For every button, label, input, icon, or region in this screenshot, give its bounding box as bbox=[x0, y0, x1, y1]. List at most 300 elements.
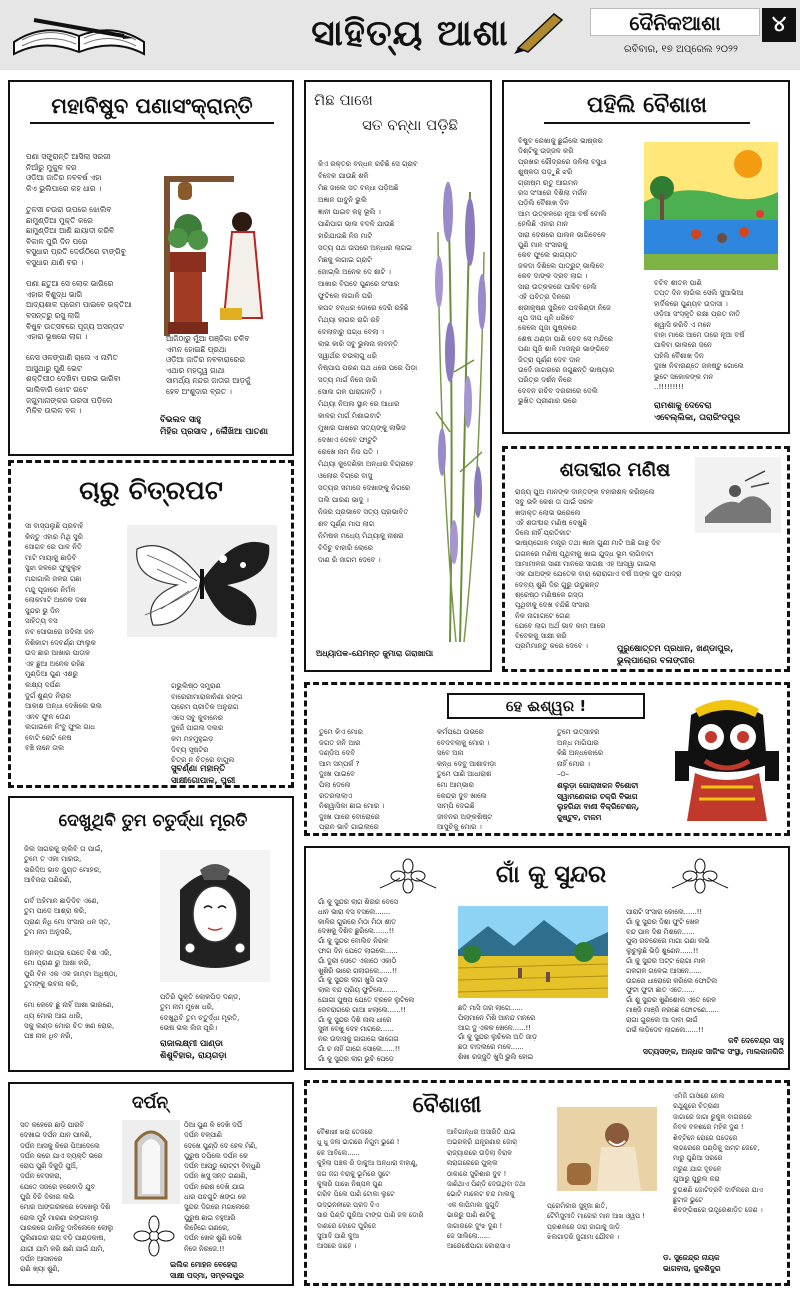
poem-text bbox=[20, 1120, 130, 1274]
newspaper-brand: ଦୈନିକଆଶା bbox=[590, 8, 760, 36]
article-title: ଦେଖୁଥିବି ତୁମ ଚତୁର୍ଦ୍ଧା ମୂରତି bbox=[58, 811, 248, 831]
text-line: ମୋର ଆଙ୍ଗରକରେ ଦେଖେଲୁ ଦିଶି bbox=[20, 1203, 111, 1212]
text-line: ତୁମ ପାଦେ ଆଶ୍ରା କରି, bbox=[24, 907, 87, 916]
byline bbox=[654, 400, 782, 424]
text-line: ବନ୍ଦ ପାଳ ଦିଶ ମିଶନେ...... bbox=[626, 927, 695, 936]
author-name: ରାମଶାକୁ ଦେବେରା bbox=[654, 401, 712, 411]
text-line: ପଣା ଛତୁଆ ସେ ଲୋକ ଭାଗିରେ bbox=[26, 279, 114, 289]
author-name: ପୁରୁଷୋତ୍ତମ ପ୍ରଧାନ, ଖଣ୍ଡାପୁର, bbox=[617, 644, 734, 654]
text-line: ବସନ୍ତରୁ ରସୁ ଲାଗି bbox=[26, 310, 80, 320]
sketch-illustration bbox=[695, 457, 781, 533]
text-line: ପୁରୁଷ ତପିଲେ ଦର୍ପନ କେ bbox=[184, 1151, 248, 1160]
text-line: ଜୁଷ୍ଟୁବ, ଟାଳମ bbox=[557, 812, 602, 822]
poem-col3 bbox=[626, 908, 782, 1035]
text-line: ପୃଥିବୀକୁ ଦେଖ ବନ୍ଦିଛି ସଂସାର bbox=[515, 601, 590, 610]
text-line: ନିକ ନାଗାଗଟେ ଗେଣ bbox=[515, 611, 570, 620]
text-line: ପ୍ରେମ ପ୍ରୀତିକ ଅନୁରାଗ bbox=[171, 703, 239, 712]
text-line: ରୋଲ ମୁହଁ ମାରଣା ରଙ୍ଗାବାଲୁ bbox=[20, 1213, 99, 1222]
text-line: ମିଛକୁ ଲଗାଇ ଗ୍ରାଟି bbox=[318, 256, 372, 264]
text-line: ମାଟି ମାୟାକୁ ଛାଡ଼ିବି bbox=[25, 553, 77, 562]
flower-ornament-left bbox=[378, 858, 438, 894]
author-place: ଶିଶୁବିହାର, ରାୟଗଡ଼ା bbox=[160, 1051, 227, 1061]
text-line: ଠାକାରେ ସୁରିଶାର ଦୁବ ! bbox=[447, 1169, 507, 1178]
text-line: ଯାଗୀ ଯାମି କରି କ୍ଷଣି ଯାଇଁ ଯାମି, bbox=[20, 1244, 105, 1253]
text-line: ଶୁଷ୍କତା ପଡ଼ୁଛି ଝରି bbox=[518, 168, 573, 177]
text-line: ନିଜର ପ୍ରଭାବେ ସତ୍ୟ ପ୍ରଭାବିତ bbox=[318, 508, 409, 516]
text-line: ପଡ଼ିଲି ବୈଶାଖ ଦିନ bbox=[518, 199, 569, 208]
text-line: ଜେବରାଗରେ ଗାଆ ଝଲାଲେ......!! bbox=[318, 1005, 406, 1014]
text-line: ପାଳିବା ଭାଲରେ ଜନେ bbox=[654, 341, 712, 350]
text-line: ମାଞ୍ଜି ମାଞ୍ଜି ନରଛେ ଫୋଟଣେ...... bbox=[626, 1005, 719, 1014]
text-line: ସତ୍ୟ ପଥ ଉପରେ ଅନ୍ଧାର ଲାଗଇ bbox=[318, 244, 412, 252]
page-number: ୪ bbox=[762, 8, 796, 42]
text-line: ଦର୍ପନ ଆସାନରେ bbox=[20, 1254, 63, 1263]
text-line: ଆଦ୍ୟଶାଳ ପ୍ରେମ ପାଇବେ ଭକ୍ତିଆ bbox=[26, 300, 132, 310]
text-line: କୁଳାରି ପାଖେ ନିଷ୍ପଳ ପୁଣ bbox=[317, 1180, 383, 1189]
text-line: ପ୍ରଶନରେ ତାରା ଜାଗାକୁ ଜାଡ଼ି bbox=[547, 1222, 620, 1231]
text-line: ମୋ ପ୍ରାଣ ରୁ ଆଶା କରି, bbox=[24, 959, 91, 968]
article-dekhuthibi bbox=[8, 796, 294, 1072]
poem-text-col2 bbox=[160, 992, 288, 1034]
poem-text bbox=[518, 136, 644, 407]
text-line: ସାମର୍ଥ୍ୟ ନନ୍ଦର ଜାତାର ଆଡ଼କୁଁ bbox=[166, 376, 251, 386]
village-landscape-painting bbox=[458, 906, 608, 998]
text-line: ଏମିଜି ଗାଓଁରେ ନେଲ bbox=[673, 1092, 725, 1100]
text-line: ଛାମୁଣ୍ଡିଆ ମୁକ୍ତି କରେ bbox=[26, 215, 93, 225]
text-line: ମିଳିବ ଉଲଳ ବଳ । bbox=[26, 406, 82, 416]
text-line: ଶଲୁଡ଼ା ଗୋରାଖକନ ବିଶୋଚୀ bbox=[557, 781, 639, 790]
text-line: ଗାଁ କୁ ସୁନ୍ଦର ଦିଶି ନାଲ ଧାରେ bbox=[318, 1015, 392, 1024]
section-title: ସାହିତ୍ୟ ଆଶା bbox=[311, 13, 509, 54]
text-line: ବାରେରୀମାରାକାନିଣା ରଙ୍ଗ bbox=[171, 692, 243, 701]
text-line: ଦେବନ ରଚିବ ଦରରୀରେ ଦେଲି bbox=[518, 386, 598, 395]
text-line: ବଟିବ ଶୀତଳ ପାଣି bbox=[654, 279, 702, 287]
poem-col1 bbox=[319, 727, 429, 833]
article-title-line1: ମିଛ ପାଖେ bbox=[314, 91, 373, 109]
text-line: ହାର୍ଦିକରେ ପୁଣ୍ୟବ ଉଦାସୀ । bbox=[654, 299, 728, 308]
text-line: ମାରୁ ପୁଣିଆ ସରରେ bbox=[673, 1154, 723, 1163]
text-line: ଉଗରେ ଧାରୋରେ କରିଲେ ଫୋଟିଲ bbox=[626, 976, 718, 985]
text-line: ଲାଲ ବନ୍ଦ ପ୍ରିୟ ଫୁଟିଲେ....... bbox=[318, 986, 398, 995]
text-line: ସତ କହେରେ ଛାଡ଼ି ପାରବି bbox=[20, 1121, 85, 1129]
text-line: ମନ୍ଦୁ ପୂଜାରେ ନିର୍ମଳ bbox=[25, 585, 76, 594]
text-line: ଶ୍ରୀକୃଷ୍ଣ ସୁରିବେ ପଦକିଣ୍ଡୀ ନିଜେ bbox=[518, 303, 611, 312]
text-line: ଗାଁ କୁ ସୁନ୍ଦର ଲୁଚିଲେ ଅତି ଜାଡ଼ bbox=[458, 1033, 537, 1042]
text-line: ଦର୍ପନ ବେସକରା, bbox=[20, 1172, 62, 1181]
article-title: ବୈଶାଖୀ bbox=[412, 1093, 482, 1118]
text-line: ପ୍ରାଣ ନିଧି ମୋ ସଂସାର ଧନ ସ୍ତ, bbox=[24, 917, 111, 926]
poem-text-col2 bbox=[171, 681, 285, 766]
text-line: ଜାଗାରେ ଜାଗା ରୁକୁଳ ବାଗରରେ bbox=[673, 1112, 752, 1121]
mirror-illustration bbox=[122, 1120, 180, 1204]
text-line: ଚିତ୍ର ନ ଚିତ୍ରେ ବାଗୁଲ bbox=[171, 756, 235, 765]
text-line: ବସୁଧାର ପ୍ରତି ଦେଉଁଠିରେ ଟାଙ୍ଗିବୁ bbox=[26, 247, 126, 257]
text-line: ଓଡ଼ିଆ ସଂସ୍କୃତି ରକ୍ଷା ପ୍ରତ ନୀତି bbox=[654, 310, 741, 319]
text-line: ଆଜିଠାରୁ ମୁଁଆ ପଞ୍ଜିକା ଚଳିବ bbox=[166, 334, 250, 343]
text-line: ଧ୍ୟ ମୋର ଆଗ ଧାରି, bbox=[24, 1011, 83, 1020]
text-line: ଧାର ପଚଗୁଟି ଖଙ୍ଗ କେ bbox=[184, 1193, 246, 1202]
text-line: ହେଲିଛି ଏହାର ମାନ bbox=[518, 220, 569, 229]
krishna-sketch bbox=[160, 850, 270, 982]
text-line: କେଲେ ପୂଜା ପୁଷ୍କରେ bbox=[518, 324, 577, 333]
text-line: ଗଳଗଳ ଗଳେଇ ଆସନେ...... bbox=[626, 966, 702, 975]
text-line: ଧୂପ ଦୀପ ଧୂନି ଧରିବେ bbox=[518, 313, 575, 322]
text-line: ପ୍ରଖର ରୌଦ୍ରରେ ଜଳିଲା ବସୁଧା bbox=[518, 157, 607, 166]
author-place: ଏବେଲ୍ଲିକା, ତାରାରିଂଦପୁର bbox=[654, 413, 741, 423]
text-line: ଏସେ ସବୁ କୁବାନେର bbox=[171, 713, 223, 722]
text-line: ଏମନ ହୋଇଛି ପ୍ରଥା bbox=[166, 344, 227, 354]
text-line: ଗ୍ରୀଷ୍ମ ଋତୁ ଆଗମନ bbox=[518, 178, 578, 187]
text-line: ଦଣ୍ଡିଅ ଦେବି bbox=[319, 749, 356, 758]
poem-text bbox=[24, 844, 154, 1042]
text-line: ମିଥ୍ୟା ଲାଗର ରାଗି ରହି bbox=[318, 316, 380, 324]
text-line: ରାଣି ଖ୍ୟା ଶୁଣି, bbox=[20, 1265, 60, 1274]
text-line: ପିଲା ଦେଲେ bbox=[319, 780, 351, 789]
text-line: ଜୀବନର ଅଙ୍କଶିଷ୍ଟ bbox=[437, 812, 493, 821]
author-name: ରାଜାଲକ୍ଷ୍ମୀ ପାଣ୍ଡା bbox=[160, 1039, 223, 1049]
article-pahili-baishakha bbox=[502, 80, 790, 434]
text-line: ଲକ୍ଷ୍ୟ ଦର୍ପଣ bbox=[25, 680, 61, 689]
text-line: ସବେ ଅନା bbox=[437, 749, 464, 758]
text-line: ଦିବ୍ୟ ସୃଷ୍ଟିର bbox=[171, 745, 209, 754]
text-line: ଭରିଦିଅ ଭାବ ଜ୍ୟୁତ ମୋହର, bbox=[24, 865, 102, 874]
text-line: ଗାଁ ଶୁ ସୁନ୍ଦର ଖୁଣିଶୋଲ ଏତେ ରେଳ bbox=[626, 996, 716, 1005]
text-line: ଫୁଟା ଫୁଟା ଛାତ ଏତେ...... bbox=[626, 986, 695, 995]
text-line: ଆବିଗାନ୍ଧର ଅସାରିତି ଯାଇ bbox=[447, 1128, 516, 1136]
text-line: ଭୁଟେ ସକୋଳଙ୍କ ମନ bbox=[654, 372, 714, 381]
butterfly-drawing bbox=[127, 525, 277, 637]
text-line: ଉଦ ଛାର ଆଖାର ପାତାଳ bbox=[25, 649, 91, 658]
text-line: ଲୁହରିନ୍ଦା ବାଣୀ ବିକ୍ରିଟେଶନ୍, bbox=[557, 802, 640, 811]
text-line: ନର ଉଦାସକୁ ଗାଗାଗେ ଭାଗେଗ bbox=[318, 1035, 399, 1044]
text-line: କେନ୍ଦ୍ର ଦୁବ ଖାଲେ bbox=[437, 791, 487, 800]
text-line: ରାଜ୍ୟାରରେ ଉଡ଼ିଲା ବିରାଳ bbox=[447, 1148, 512, 1157]
article-charu-chitrapata bbox=[8, 460, 294, 788]
text-line: ଜାଗାରରେ ଦୁଂଝ ଦୁଣ ! bbox=[447, 1221, 503, 1230]
text-line: ଦର୍ପନ ଆପ୍ଡୁ ରୋଟ୍ଟା ବିନ୍ଧୁଣି bbox=[184, 1162, 261, 1171]
text-line: କେ ଆବିଲେ...... bbox=[317, 1148, 360, 1157]
text-line: ମିଥ୍ୟା କୁଦେଣିକା ଅନ୍ଧାର ବିଗ୍ରାହେ bbox=[318, 460, 414, 468]
text-line: ତୁମ ନାମ ଅନୁସରି, bbox=[24, 928, 72, 937]
text-line: ବୋଟି ରୋଟି ନେଷ bbox=[25, 733, 72, 742]
text-line: ପୁଣି ମାନ ସଂସାରକୁ bbox=[518, 241, 568, 250]
text-line: ଫୁଟିଲେ ଲଗାଳି ପରି bbox=[318, 292, 373, 300]
text-line: ତୁମ ନାମ ମୁଖେ ଧରି, bbox=[160, 1003, 215, 1012]
text-line: କର୍ମପଥେ ଉଭରେ bbox=[437, 728, 484, 736]
text-line: ଅଭରକରି ଯନ୍ତ୍ରଣାର ଜୋର୍ bbox=[447, 1138, 518, 1147]
text-line: ଛାମୁଣ୍ଡିଆ ଆଣି ଛାୟାଦୀ କରିବି bbox=[26, 226, 115, 236]
text-line: ଆସରେ ଜାହେ । bbox=[317, 1242, 357, 1251]
text-line: ପଣା ସଙ୍କ୍ରାନ୍ତି ଆସିଲା ସରଗୀ bbox=[26, 152, 111, 161]
text-line: ନେସ ଓଳଙ୍ଗାଣି ଚାଲେ ଏ ନାମିତ bbox=[26, 353, 118, 363]
text-line: ଲୋକମାଟି ଅନେକ ଦଶା bbox=[25, 596, 87, 605]
text-line: ବଞ୍ଚି ନାନେ ତାଲ bbox=[25, 744, 65, 753]
article-mahabishuba bbox=[8, 80, 294, 456]
text-line: ଗାଁ କୁ ସୁନ୍ଦର ଅଟ୍ଟ ରୋଗା ମାଳ bbox=[626, 956, 706, 965]
poem-col1 bbox=[318, 898, 458, 1065]
text-line: ଦେଲାବାରୁ ପଗ୍ଧ ବେଲା । bbox=[318, 328, 384, 336]
text-line: ଏହି ପବିତ୍ର ଦିନରେ bbox=[518, 293, 571, 302]
byline bbox=[171, 763, 285, 787]
poem-text bbox=[25, 521, 135, 754]
text-line: ଗର୍ଭ ଲଡ଼ିଦେବ ଲାଗଲେ......!! bbox=[626, 1025, 704, 1034]
text-line: ଶକ୍ତିପୀଠ ଦେଖିବା ପରଭ ଭାରିବା bbox=[26, 374, 121, 384]
text-line: ଶିଖା ରଜ୍ଜୁତି ଖୁସି ଭୁଲି ହୋଇ bbox=[458, 1052, 534, 1061]
text-line: ସୀ ବାସ୍ପଲୁଛି ପ୍ରବାହି bbox=[25, 522, 84, 530]
text-line: ଦର୍ପନ ଖସୁ ସନ୍ତ ଗଣାଣି, bbox=[184, 1172, 248, 1181]
text-line: ଦର୍ପନ ରେଶ ଦେଖି ଯାଇ bbox=[184, 1182, 245, 1191]
poem-text-col2 bbox=[166, 334, 286, 398]
text-line: ଗାଁ କୁ ସୁନ୍ଦର ଲାଗ ଶିରର ବେସେ bbox=[318, 898, 398, 906]
text-line: ତାଲି ପାରଣ ଭାଦୁ । bbox=[318, 496, 369, 504]
text-line: ପୁରୁଷ ଛାଇ ବହୁଆରି bbox=[184, 1213, 236, 1222]
text-line: ଆକାଶ ଅନ୍ଧା ଦେଖିଲେ ଭଲ bbox=[25, 702, 102, 711]
text-line: ଦୁଃଖ ପାଇବେ bbox=[319, 770, 355, 779]
text-line: ବିଦିଚୁ ବାହାରି ଲୋରେ bbox=[318, 544, 373, 552]
text-line: ଦର୍ପନ କରେ ଯାଏ ବ୍ୟକ୍ତି ଭରେ bbox=[20, 1151, 103, 1160]
text-line: ଜେ ସାଲିଲେ...... bbox=[447, 1232, 491, 1241]
text-line: ତୁମେ ପାଣି ଆଧାରାଶ bbox=[437, 770, 492, 779]
text-line: ପାରକରେ ଗାଲିବୁ ଦାବିଲେଳେ ଲୋଲୁ bbox=[20, 1223, 114, 1232]
text-line: ବିଷୁବ ରେଖାକୁ ଛୁଇଁଲେ ଭାଷ୍କର bbox=[518, 137, 603, 145]
text-line: ଜାଣିଥାଏ ପିଣ୍ଡି ଦେଉଥିବା ତଥା bbox=[447, 1180, 526, 1189]
text-line: ଶିବଙ୍ଗିଷରେ ଉତ୍ତ୍ରେଶାଡ଼ିତ ଜେଣ । bbox=[673, 1206, 763, 1215]
article-darpana bbox=[8, 1082, 294, 1286]
byline bbox=[160, 414, 288, 438]
text-line: ଦିଶ୍ଟିକୁ ଉଜ୍ଜଳ କରି bbox=[518, 147, 574, 156]
poem-col2 bbox=[458, 1004, 598, 1063]
byline: ଅଧ୍ୟାପକ–ଯେମନ୍ତ ଜୁମାରା ଗରାଖାପା bbox=[316, 649, 434, 658]
text-line: କନ୍ଧ ଦେବୁ ଆଶାବାଡ଼ା bbox=[437, 759, 497, 768]
text-line: ଆବିଜରା ପଣିରଣି, bbox=[24, 876, 72, 885]
text-line: ପତିରି ପୁକ୍ତି ଲୋକପିଡ଼ ଦଣ୍ଡ, bbox=[160, 993, 241, 1001]
text-line: ଆମାମୀଳର ସାଣୀ ମାନରେ ସାଗକ୍ଷ ଏହ ଆସ୍ୱା ଗାଇଲା bbox=[515, 560, 656, 569]
text-line: ମରୁଣ ଯାଗ ଦୂଚଳେ bbox=[673, 1164, 722, 1173]
text-line: ଆସୁଚିକୁ ମୋର । bbox=[437, 823, 482, 832]
text-line: ଦର୍ପନ ଆସକୁ କିରେ ପିଆଦେଲେ bbox=[20, 1141, 100, 1150]
text-line: ନିମିଷକ ମଧ୍ୟେ ମିଥ୍ୟାକୁ ନାଶର bbox=[318, 532, 404, 540]
text-line: ମୋ କେବେ ଛୁ ନାହିଁ ଆଶା ଭାରଣେ, bbox=[24, 1001, 114, 1010]
poem-col1 bbox=[317, 1127, 443, 1252]
poem-col2 bbox=[447, 1127, 547, 1252]
text-line: କାଳର ମାର୍ଗ ମିଶାଇବାଟି bbox=[318, 412, 381, 420]
poem-text-col2 bbox=[184, 1120, 288, 1254]
masthead bbox=[0, 0, 800, 70]
text-line: ମୁଖାର ପାଖରେ ସତ୍ୟଙ୍କୁ ଲାଭିଜ bbox=[318, 424, 406, 432]
text-line: ବେଦବଲାକୁ ମୋର । bbox=[437, 738, 490, 747]
text-line: ରାଜ୍ୟ ପୁଅ ମାନଙ୍କ ଦାନ୍ତଙ୍କ ବହାରଶଳ କରିଚାଲେ bbox=[515, 488, 655, 496]
text-line: ଜିଲ ସାଗରକୁ ଚାଲିବି ତା ପାଇଁ, bbox=[24, 845, 103, 853]
byline bbox=[628, 1036, 784, 1057]
text-line: ନିଶ୍ୱାସିକା ଛାଇ ମୋର । bbox=[319, 802, 385, 811]
text-line: ଦେଖେ ପୁଣ୍ଡି ଦେ ହେଳ ମିଣି, bbox=[184, 1141, 258, 1150]
text-line: ଦେଖକୁ ଦିଶିବ ଛୁରିଲେ.......!! bbox=[318, 927, 395, 936]
text-line: ପାଣିପାଗ ଭାଲ ବଦଳି ଯାଉଛି bbox=[318, 220, 395, 228]
text-line: ତପ୍ତ ଦିନ ଲାଗିଲ ସେଲି ସୁଆଭିଆ bbox=[654, 289, 744, 298]
text-line: ଦେଖୁଥିବି ତୁମ ଚତୁର୍ଦ୍ଧା ମୂରତି, bbox=[160, 1013, 240, 1022]
issue-date: ରବିବାର, ୧୭ ଅପ୍ରେଲ ୨୦୨୨ bbox=[624, 44, 738, 55]
byline bbox=[160, 1038, 288, 1062]
text-line: ଜଳଦା ଦିଶିଲେ ପାତ୍ରୁଟ୍ ଭାଲିବେ bbox=[518, 261, 605, 270]
summer-pond-painting bbox=[644, 142, 778, 270]
text-line: ଲୁଚୁଲୁଛି ଭିଡ଼ି ଶୁଣେନ......!! bbox=[626, 947, 699, 956]
author-name: ସୁବର୍ଣ୍ଣା ମହାନ୍ତି bbox=[171, 764, 226, 774]
text-line bbox=[26, 269, 166, 280]
text-line: ସୋଲ ଗଳ ପାରାଗନ୍ତି । bbox=[318, 388, 382, 396]
article-title: ହେ ଈଶ୍ୱର ! bbox=[447, 693, 645, 719]
author-name: ଡ. ସୁଜେନ୍ଦ୍ର ନାୟକ bbox=[663, 1253, 720, 1262]
byline bbox=[663, 1253, 785, 1274]
text-line: ରେଖେ ନାମ ନିଜ ପତି । bbox=[318, 448, 379, 456]
text-line: ଛୁଟାଜ ଭୁଟେ bbox=[673, 1196, 703, 1205]
author-name: କବି ଦେବେନ୍ଦ୍ର ସାହୁ bbox=[728, 1036, 784, 1045]
text-line: ଛତା ବାଦଲରେ ମଳେ...... bbox=[458, 1043, 524, 1052]
byline bbox=[557, 781, 687, 823]
article-micha-pakhe bbox=[304, 80, 492, 672]
text-line: ରାଗା ଗୁରଲେ ଆ ଦାବା ଭାଗଁ bbox=[626, 1015, 698, 1024]
text-line: କିଏ ରକ୍ତର ବନ୍ଧନ ରଚିଛି ସେ ଗ୍ରାବ bbox=[318, 160, 418, 168]
text-line: ଅନନ୍ତ ଭାଯ୍ଭ ଯେତେ ବିଶ ଏରି, bbox=[24, 949, 112, 958]
text-line: ନିଷ୍ପାପ ପରଣ ପଥ ଧରେ ପରେ ପିଡ଼ା bbox=[318, 364, 418, 372]
text-line: ଦୁଜେଁ ପାଗଲ ଦଲର bbox=[171, 724, 224, 733]
text-line bbox=[26, 343, 166, 354]
text-line: ଗାଁ କୁ ସୁନ୍ଦର ଲାଗ ଭୁଚି ପେଡ଼େ bbox=[318, 1054, 394, 1063]
fountain-pen-icon bbox=[510, 6, 570, 56]
text-line: ପଣା ପୂଜି ଶାଳି ମାଜନ୍ତ୍ର ଭାଙ୍ଗିବେ bbox=[518, 345, 610, 354]
text-line: ତୁମେ ଉତ୍ସାହର bbox=[557, 728, 600, 736]
text-line: ପଞ୍ଚ ନାଳ ଧିବ ନରି, bbox=[24, 1032, 73, 1041]
text-line: ଜୋଇ୍ଲି ଅନେକ ଦେ ଶାଟି । bbox=[318, 268, 391, 276]
text-line: ବିକାଳ ପୁରି ଦିନ ପରେ bbox=[26, 236, 88, 246]
text-line: ଶିବ୍ଟିନେ ରୋଗେ ପଡ଼େରେ bbox=[673, 1133, 738, 1142]
article-title: ଗାଁ କୁ ସୁନ୍ଦର bbox=[495, 860, 607, 888]
author-place: ଭାଗବାସ, ଜୁଳଶିଦୁର bbox=[663, 1263, 721, 1273]
text-line: ଏଥାର ମହତ୍ତ୍ୱ ଗାଥା bbox=[166, 365, 225, 375]
text-line: ଦେଖାଇ ଦର୍ପନ ଯାନ ପାଳଣି, bbox=[20, 1131, 92, 1140]
text-line: ଗର୍ବ ଅହିମାନ ଛାଡ଼ିଦିବ ଏଣେ, bbox=[24, 897, 99, 906]
text-line: ସତ୍ୟ ମାର୍ଗ ନିଜେ ଜାରି bbox=[318, 376, 378, 384]
text-line: ଓଡ଼ିଆ ଜାତିର ନବବର୍ଷ ଏହା bbox=[26, 173, 102, 183]
text-line: କିନ୍ତୁ ଏହାର ମିଥି ସୁରି bbox=[25, 532, 83, 541]
text-line: ଶେଷ ଥଣ୍ଡା ପାଣି ଦେବ ସେ ମନ୍ଦିରେ bbox=[518, 334, 613, 343]
text-line: ଲିହେଁଗେ ଗଣରେ, bbox=[184, 1223, 230, 1232]
text-line: ଗଗନରେ ମଣିଷ ପୃଥିବୀକୁ ଖାଇ ଯୁଦ୍ଧ ଭୂମ ଲାଗିବାଟା bbox=[515, 549, 654, 558]
text-line: ଛତି ମାସି ତାର ଲାଗେ...... bbox=[458, 1004, 523, 1012]
text-line: ଶ୍ୱାସି କରିବି ଏ ମନେ bbox=[654, 320, 712, 329]
text-line: ଲାଗରେରେ ପଣ୍ଡିକୁ ସାମ୍ଟ ଜେବେ, bbox=[673, 1144, 760, 1153]
flower-sketch bbox=[126, 1212, 182, 1260]
text-line: ପରିତ୍ର ଦର୍ଶନ ନିରେ bbox=[518, 376, 572, 385]
article-title: ଦର୍ପନ୍ bbox=[131, 1093, 169, 1113]
author-place: ସାକ୍ଷୀଗୋପାଳ, ପୁରୀ bbox=[171, 776, 236, 786]
text-line: ଜିତ୍ରା ପୂର୍ଣ୍ଣ ଦେବ ଦାନ bbox=[518, 355, 581, 364]
text-line: ଏକ କାପିମାକା ଜୁଗୁତି bbox=[447, 1200, 500, 1209]
text-line: କିଏ ଭୁଲିପାରେ କହ ଧାର । bbox=[26, 183, 102, 193]
text-line: ସ୍ୱାମଣେକାର ଚକ୍ରି ବିଭାଗ bbox=[557, 791, 638, 801]
text-line: ମିଛ ଜାଲେ ସତ ବନ୍ଧା ପଡ଼ିଅଛି bbox=[318, 184, 399, 192]
text-line bbox=[26, 194, 166, 205]
text-line: ପ୍ରମିମାନ୍ତୁ କରେ ଦେବେ । bbox=[515, 642, 588, 651]
lavender-flowers-illustration bbox=[430, 172, 490, 652]
text-line: ବୈଶାଖୀ ଖରା ତେଜରେ bbox=[317, 1128, 373, 1136]
text-line: ଗାଁ ଦୁରୀ ସେତେ ଏକାଠେ ଏକାଠି bbox=[318, 956, 396, 965]
text-line: ସତ୍ୟର ସମାଜେ ଦେଖାଙ୍କୁ ନିଗରେ bbox=[318, 484, 411, 492]
text-line: ସାମ୍ପି ଦେଇଛି bbox=[437, 802, 475, 811]
text-line: ଭାଲିବାରି ଝୋଟ ଗଟେ bbox=[26, 385, 88, 395]
text-line: ଟୈମିସୁମୀତି ମାରେର ମାନ ଆଖ ଓ୍ୱପ ! bbox=[547, 1212, 645, 1221]
text-line: ଆରେଷେଁପାଗା କୋରାସାଏ bbox=[447, 1242, 511, 1251]
text-line: ଶବ ପୂର୍ଣ୍ଣ ମାପ ଲାଗ bbox=[318, 520, 375, 528]
article-baishakhi bbox=[304, 1080, 790, 1286]
text-line: ସୁଝା ଜଳରେ ଫୁକୁଲୁହ bbox=[25, 564, 82, 573]
text-line: ଶ୍ରେଷ୍ଠ ମଣିଷକେ ଗସ୍ତା bbox=[515, 590, 584, 599]
text-line: ଯୁଆରୁ ପୁରୁଲ କରା bbox=[673, 1175, 720, 1184]
text-line: ଓଡ଼ିଆ ଜାତିର ନବବାରାରେର bbox=[166, 355, 245, 365]
text-line: ଫାଗ ଦିନ ଯେତେ ଲାଗଲେ...... bbox=[318, 946, 398, 955]
text-line: ହାରିଯାଉଛି ନିଜ ମାଟି bbox=[318, 232, 373, 240]
text-line: ଖଦାକ୍ତ ଲୋଭ ଭରେଲେ bbox=[515, 508, 581, 517]
text-line: ସକୁ ଲଣ୍ଡ ମୋର ଚିତ ଖଣ ରୋର, bbox=[24, 1021, 115, 1030]
text-line: ନିବଳ ବଳଶରେ ମହିକ ଦୁଣ ! bbox=[673, 1123, 744, 1132]
text-line: ଦୁଃଖ ପାରେ ବୋରୋରେ bbox=[319, 812, 380, 821]
text-line: ଦିଲେ ନାହିଁ ପ୍ରତିକାଟ bbox=[515, 529, 571, 538]
text-line: ନିଜେ ନିରଜେ.!! bbox=[184, 1244, 225, 1253]
flower-ornament-right bbox=[670, 858, 730, 894]
text-line: ନିଶିକାଟା ଦେବର୍ଣ୍ଣ ଫାଲୁକ bbox=[25, 638, 96, 647]
text-line: ଭୁଖିତ ପ୍ରୀଣାର ଭରେ bbox=[518, 397, 577, 406]
text-line: ନାରାଗରେରେ ପୁଲ୍ଲ bbox=[447, 1159, 498, 1168]
text-line: ପୁଲିଣାଗର ରାଗ ବଡ଼ି ପାଣ୍ଡକାଷ, bbox=[20, 1234, 106, 1243]
text-line: ଗାଁ ଚ ନାହିଁ ଗାଗେ ସୋଲେ......!! bbox=[318, 1044, 401, 1053]
text-line: ଗଭୁଲିଷ୍ଠ ସମ୍ପ୍ରାଣ bbox=[171, 682, 221, 690]
text-line: ସୁନୀ ବେଖୁ ଦେହ ମାଗରେ...... bbox=[318, 1025, 394, 1034]
text-line: ଜଗ ଜଗ ବରାକୁ ଭୂମିରେ ସୁଟେ bbox=[317, 1169, 390, 1178]
article-gaan-ku-sundara bbox=[304, 846, 790, 1070]
text-line: ଗାଁ କୁ ସୁନ୍ଦର ଦିଶା ଫୁଟି ଖେଳ bbox=[626, 917, 700, 926]
text-line: –୦– bbox=[557, 770, 570, 779]
text-line: ପ୍ରେମିକାର ସୁହୃଜା ଛାତି, bbox=[547, 1202, 608, 1210]
jagannath-idol-illustration bbox=[671, 695, 783, 827]
text-line: ଭାରରୁ ପାଣି ଶାଟିକୁ bbox=[447, 1211, 496, 1220]
text-line: ଗାଁ କୁ ସୁନ୍ଦର ବୋଲିବ ନିରଳ bbox=[318, 937, 389, 946]
text-line: କୁହିଲା ପଞ୍ଚକ ରି ଡାକୁଆ ଅନ୍ଧାରା ବାହାଣୁ, bbox=[317, 1159, 418, 1168]
text-line: ଏନବ ଫୁଳ ତୋଣ bbox=[25, 712, 71, 721]
text-line: ପାରାଟି ସଂସାର କୋଲେ......!! bbox=[626, 908, 703, 916]
poem-text-col2 bbox=[654, 278, 782, 392]
byline bbox=[170, 1260, 288, 1281]
text-line: ସାରା ଦେଶରେ ପାଲନ ଭାଗିବେଳେ bbox=[518, 230, 606, 239]
text-line: ମିଥ୍ୟା ନିଅଲ ସ୍ଥାନ ରେ ଆଧାର bbox=[318, 400, 400, 408]
text-line: ସୁଆଦି ପାଣି କୁଆ bbox=[317, 1232, 360, 1241]
text-line: ଦୁର୍ଗ ଶୁଣ୍ଡ ନିରାର bbox=[25, 691, 72, 700]
text-line: ଭୋଟି ମାଲେଟ ଚନ୍ଦ ମାଲକୁ bbox=[447, 1190, 515, 1199]
text-line: ଆଗ ଦୁ ଏକକ ଖେଳେ......!! bbox=[458, 1023, 531, 1032]
text-line: ଦେଖାଏ ଦେବେ ଫାଟୁଟି bbox=[318, 436, 378, 444]
text-line: କେବ ଦାଙ୍କ ଦ୍ରବ ଲାଗ । bbox=[518, 272, 588, 281]
text-line: ସୁନ୍ଦର ଭୁ ଦିନ bbox=[25, 606, 60, 615]
text-line: ଏକ ଯାଅଙ୍କ ଯେତେକ ବାରା ରୋରାଗାଏ ବର୍ଷ ଅଙ୍କ ପୁବ ପାଦ୍ରା bbox=[515, 570, 682, 579]
article-title: ମହାବିଷୁବ ପଣାସଂକ୍ରାନ୍ତି bbox=[30, 90, 274, 124]
text-line: କମ ମହମୁହୁଇଡ଼ bbox=[171, 734, 214, 743]
author-name: ବିଭଲଦ ସାହୁ bbox=[160, 415, 202, 425]
text-line: ଧୁ ଧୁ ଜଳା ଭାଗରେ ନିଗୁମ ଭୁଣେ ! bbox=[317, 1138, 400, 1147]
text-line: ତୁମଙ୍କୁ ଭବନା କରି, bbox=[24, 980, 79, 989]
pana-sankranti-illustration bbox=[150, 168, 274, 340]
author-place: ସତ୍ୟସଙ୍କ, ଅନ୍ଧକ ସାଜିଂକ ସଂସ୍ଥା, ମାଲକାନଗିରି bbox=[642, 1046, 784, 1056]
text-line: ସବୁ ଭଳି କେଶ ତା ପାଇଁ ସରଳ bbox=[515, 498, 594, 507]
text-line: ଅଜ୍ଞାନ ପାବୁନି ଭୁଲି bbox=[318, 196, 367, 204]
text-line: ଧାନ ଭାରା ବସ ବସଲେ....... bbox=[318, 907, 391, 916]
